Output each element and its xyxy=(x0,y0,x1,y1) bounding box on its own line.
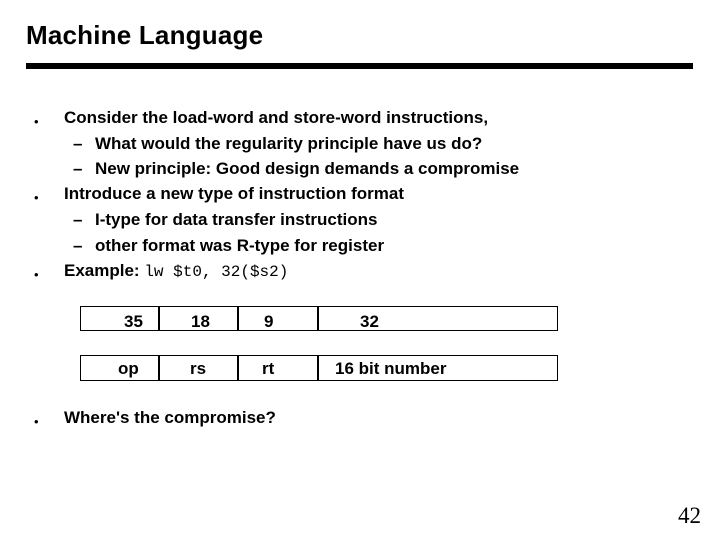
rt-value: 9 xyxy=(264,312,274,331)
page-number: 42 xyxy=(678,503,701,528)
field-divider xyxy=(317,307,319,330)
immediate-label: 16 bit number xyxy=(335,359,447,378)
bullet-marker: • xyxy=(34,190,39,205)
subbullet-itype xyxy=(73,210,377,230)
format-labels-row xyxy=(80,355,558,381)
op-label: op xyxy=(118,359,139,378)
format-values-row xyxy=(80,306,558,331)
field-divider xyxy=(317,356,319,380)
subbullet-text: I-type for data transfer instructions xyxy=(95,210,378,229)
slide-title: Machine Language xyxy=(26,20,264,50)
subbullet-new-principle xyxy=(73,159,519,179)
op-value: 35 xyxy=(124,312,143,331)
bullet-text-load-store: Consider the load-word and store-word instructions, xyxy=(64,108,489,127)
dash-marker: – xyxy=(73,134,83,153)
dash-marker: – xyxy=(73,210,83,229)
example-label: Example: xyxy=(64,261,140,280)
example-code: lw $t0, 32($s2) xyxy=(144,263,289,281)
subbullet-text: New principle: Good design demands a compromise xyxy=(95,159,520,178)
bullet-text-new-format: Introduce a new type of instruction format xyxy=(64,184,405,203)
dash-marker: – xyxy=(73,236,83,255)
rs-label: rs xyxy=(190,359,207,378)
field-divider xyxy=(237,356,239,380)
title-rule xyxy=(26,63,693,69)
bullet-marker: • xyxy=(34,114,39,129)
rt-label: rt xyxy=(262,359,275,378)
bullet-marker: • xyxy=(34,267,39,282)
bullet-text-compromise: Where's the compromise? xyxy=(64,408,276,427)
bullet-example xyxy=(64,261,288,281)
bullet-marker: • xyxy=(34,414,39,429)
subbullet-text: other format was R-type for register xyxy=(95,236,385,255)
immediate-value: 32 xyxy=(360,312,379,331)
field-divider xyxy=(237,307,239,330)
dash-marker: – xyxy=(73,159,83,178)
subbullet-regularity xyxy=(73,134,482,154)
field-divider xyxy=(158,307,160,330)
subbullet-text: What would the regularity principle have us do? xyxy=(95,134,483,153)
subbullet-rtype xyxy=(73,236,384,256)
field-divider xyxy=(158,356,160,380)
rs-value: 18 xyxy=(191,312,210,331)
